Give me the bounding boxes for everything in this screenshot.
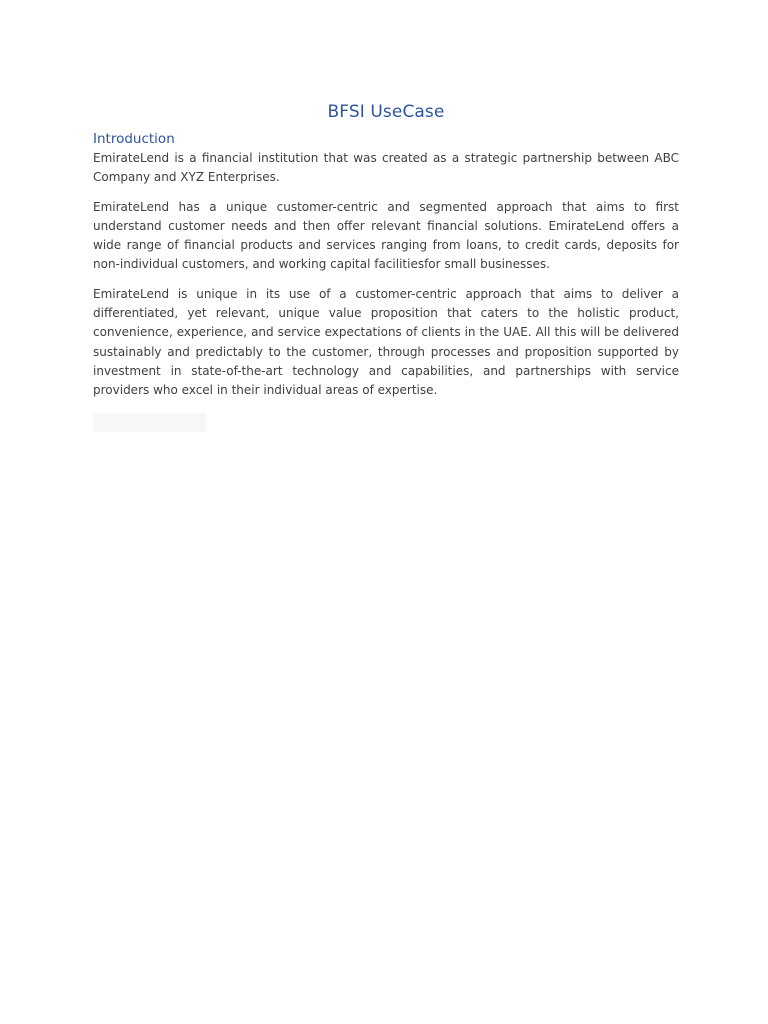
paragraph-3: EmirateLend is unique in its use of a customer-centric approach that aims to deliver a differentiated, yet relevant, unique value proposition that caters to the holistic product, convenience, experience, and service expectations of clients in the UAE. All this will be delivered sustainably and predictably to the customer, through processes and proposition supported by investment in state-of-the-art technology and capabilities, and partnerships with service providers who excel in their individual areas of expertise. [93,286,679,398]
paragraph-2: EmirateLend has a unique customer-centric and segmented approach that aims to first understand customer needs and then offer relevant financial solutions. EmirateLend offers a wide range of financial products and services ranging from loans, to credit cards, deposits for non-individual customers, and working capital facilitiesfor small businesses. [93,199,679,272]
section-heading-introduction: Introduction [93,131,175,147]
document-title: BFSI UseCase [327,102,445,122]
blank-text-field[interactable] [93,413,206,432]
document-page [93,100,679,432]
paragraph-1: EmirateLend is a financial institution that was created as a strategic partnership between ABC Company and XYZ Enterprises. [93,151,679,185]
